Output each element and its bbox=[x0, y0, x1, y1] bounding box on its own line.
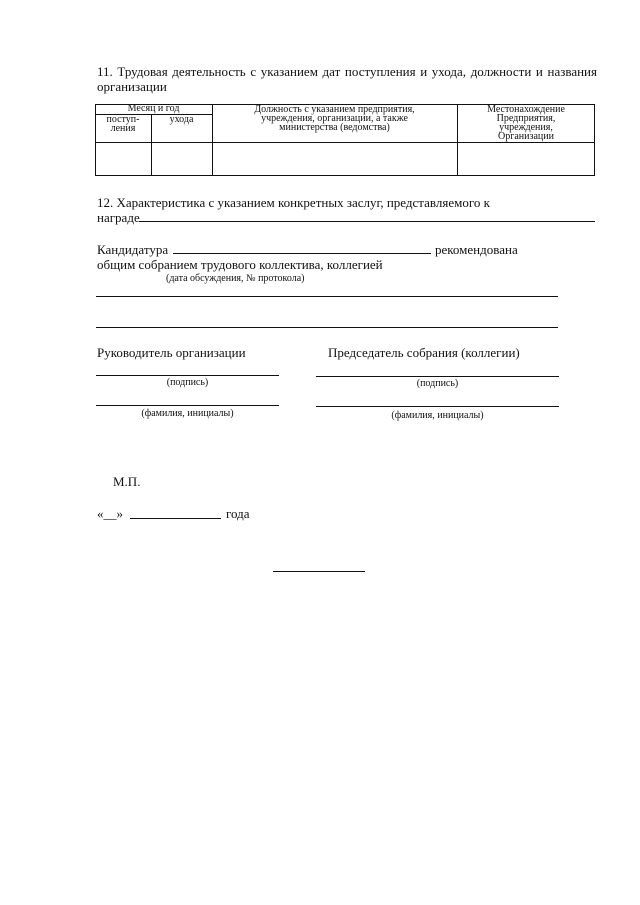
table-cell-exit[interactable] bbox=[152, 143, 212, 175]
section-11-heading-cont: организации bbox=[97, 79, 167, 94]
table-header-entry-line1: поступ- bbox=[106, 114, 140, 125]
org-head-signature-line[interactable] bbox=[96, 375, 279, 376]
candidacy-caption: (дата обсуждения, № протокола) bbox=[166, 273, 305, 284]
chairman-name-caption: (фамилия, инициалы) bbox=[391, 410, 484, 421]
table-header-position-line1: Должность с указанием предприятия, bbox=[254, 104, 415, 115]
section-12-heading-cont: награде bbox=[97, 210, 140, 225]
org-head-signature-caption: (подпись) bbox=[166, 377, 209, 388]
stamp-placeholder: М.П. bbox=[113, 474, 141, 489]
org-head-title: Руководитель организации bbox=[97, 345, 246, 360]
chairman-signature-line[interactable] bbox=[316, 376, 559, 377]
table-header-entry-line2: ления bbox=[110, 123, 136, 134]
date-month-line[interactable] bbox=[130, 518, 221, 519]
candidacy-line2: общим собранием трудового коллектива, коллегией bbox=[97, 257, 383, 272]
org-head-name-line[interactable] bbox=[96, 405, 279, 406]
date-day[interactable]: «__» bbox=[97, 506, 123, 521]
table-header-position-line3: министерства (ведомства) bbox=[279, 122, 390, 133]
table-cell-location[interactable] bbox=[458, 143, 594, 175]
table-header-location-line3: учреждения, bbox=[499, 122, 553, 133]
table-header-exit: ухода bbox=[169, 114, 194, 125]
table-header-position-line2: учреждения, организации, а также bbox=[261, 113, 408, 124]
chairman-name-line[interactable] bbox=[316, 406, 559, 407]
table-header-location-line1: Местонахождение bbox=[487, 104, 565, 115]
candidacy-field-line[interactable] bbox=[173, 253, 431, 254]
table-cell-position[interactable] bbox=[213, 143, 457, 175]
end-divider bbox=[273, 571, 365, 572]
candidacy-recommended: рекомендована bbox=[435, 242, 518, 257]
org-head-name-caption: (фамилия, инициалы) bbox=[141, 408, 234, 419]
chairman-signature-caption: (подпись) bbox=[416, 378, 459, 389]
table-header-month-year: Месяц и год bbox=[127, 103, 180, 114]
table-header-location-line2: Предприятия, bbox=[496, 113, 556, 124]
section-11-heading: 11. Трудовая деятельность с указанием дат поступления и ухода, должности и названия bbox=[97, 64, 597, 79]
chairman-title: Председатель собрания (коллегии) bbox=[328, 345, 520, 360]
section-12-heading: 12. Характеристика с указанием конкретных заслуг, представляемого к bbox=[97, 195, 490, 210]
candidacy-label: Кандидатура bbox=[97, 242, 169, 257]
merits-field-line[interactable] bbox=[139, 221, 595, 222]
employment-table bbox=[95, 104, 595, 176]
discussion-date-line-2[interactable] bbox=[96, 327, 558, 328]
discussion-date-line-1[interactable] bbox=[96, 296, 558, 297]
table-header-location-line4: Организации bbox=[498, 131, 554, 142]
table-cell-entry[interactable] bbox=[96, 143, 151, 175]
date-year-label: года bbox=[226, 506, 250, 521]
